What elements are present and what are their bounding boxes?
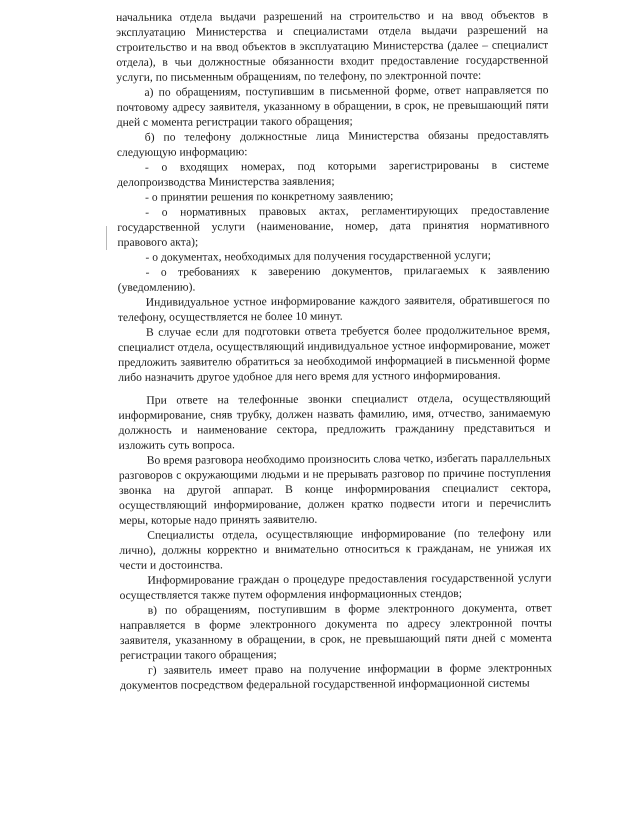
list-item-decision: - о принятии решения по конкретному заявлению; (145, 189, 394, 204)
paragraph-item-b: б) по телефону должностные лица Министерства обязаны предоставлять следующую информацию: (116, 128, 549, 159)
paragraph-item-v: в) по обращениям, поступившим в форме электронного документа, ответ направляется в форме электронного документа по адресу электронной почты заявителя, указанному в обращении, в срок, не превышающий пяти дней с момента регистрации такого обращения; (119, 601, 552, 662)
paragraph-longer-preparation: В случае если для подготовки ответа требуется более продолжительное время, специалист отдела, осуществляющий индивидуальное устное информирование, может предложить заявителю обратиться за необходимой информацией в письменной форме либо назначить другое удобное для него время для устного информирования. (118, 323, 551, 384)
paragraph-continuation-intro: начальника отдела выдачи разрешений на строительство и на ввод объектов в эксплуатацию Министерства и специалистами отдела выдачи разрешений на строительство и на ввод объектов в эксплуатацию Министерства (далее – специалист отдела), в чьи должностные обязанности входит предоставление государственной услуги, по письменным обращениям, по телефону, по электронной почте: (116, 8, 549, 84)
paragraph-item-a: а) по обращениям, поступившим в письменной форме, ответ направляется по почтовому адресу заявителя, указанному в обращении, в срок, не превышающий пяти дней с момента регистрации такого обращения; (116, 83, 549, 129)
paragraph-item-g: г) заявитель имеет право на получение информации в форме электронных документов посредством федеральной государственной информационной системы (120, 661, 553, 692)
list-item-normative-acts: - о нормативных правовых актах, регламентирующих предоставление государственной услуги (наименование, номер, дата принятия нормативного правового акта); (117, 203, 550, 249)
document-body (116, 7, 552, 693)
scan-binding-mark (106, 226, 107, 250)
list-item-required-documents: - о документах, необходимых для получения государственной услуги; (145, 248, 491, 264)
paragraph-courtesy: Специалисты отдела, осуществляющие информирование (по телефону или лично), должны корректно и внимательно относиться к гражданам, не унижая их чести и достоинства. (119, 526, 552, 572)
list-item-certification-requirements: - о требованиях к заверению документов, прилагаемых к заявлению (уведомлению). (117, 263, 550, 294)
paragraph-info-stands: Информирование граждан о процедуре предоставления государственной услуги осуществляется также путем оформления информационных стендов; (119, 571, 552, 602)
paragraph-oral-informing-duration: Индивидуальное устное информирование каждого заявителя, обратившегося по телефону, осуществляется не более 10 минут. (117, 293, 550, 324)
paragraph-conversation-rules: Во время разговора необходимо произносить слова четко, избегать параллельных разговоров с окружающими людьми и не прерывать разговор по причине поступления звонка на другой аппарат. В конце информирования специалист сектора, осуществляющий информирование, должен кратко подвести итоги и перечислить меры, которые надо принять заявителю. (118, 451, 552, 527)
paragraph-phone-answering: При ответе на телефонные звонки специалист отдела, осуществляющий информирование, сняв трубку, должен назвать фамилию, имя, отчество, занимаемую должность и наименование сектора, предложить гражданину представиться и изложить суть вопроса. (118, 391, 551, 452)
list-item-incoming-numbers: - о входящих номерах, под которыми зарегистрированы в системе делопроизводства Министерства заявления; (117, 158, 549, 189)
